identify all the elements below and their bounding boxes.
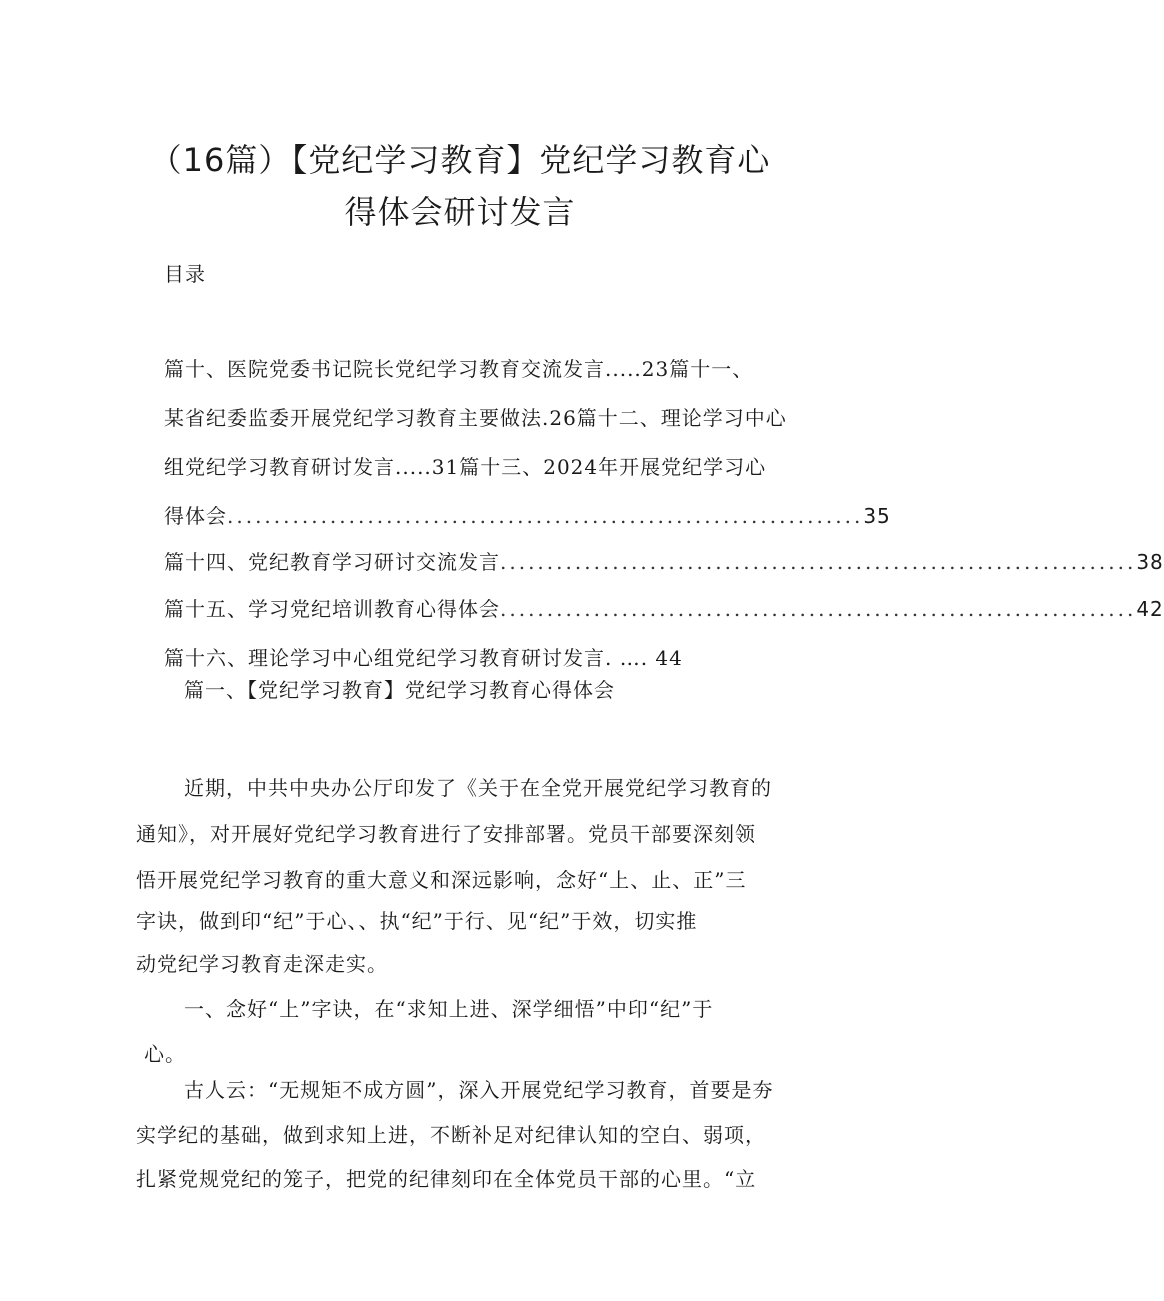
body-line: 通知》，对开展好党纪学习教育进行了安排部署。党员干部要深刻领: [136, 822, 756, 846]
body-line: 悟开展党纪学习教育的重大意义和深远影响，念好“上、止、正”三: [136, 868, 747, 892]
toc-line: 组党纪学习教育研讨发言.....31篇十三、2024年开展党纪学习心: [164, 455, 767, 479]
toc-leader-dots: ....................................................................: [227, 504, 864, 528]
section-title: 篇一、【党纪学习教育】党纪学习教育心得体会: [184, 678, 615, 702]
toc-entry-page: 38: [1136, 550, 1164, 574]
body-line: 心。: [144, 1042, 186, 1066]
toc-entry: [164, 548, 1164, 576]
doc-title-line-2: 得体会研讨发言: [344, 193, 576, 231]
toc-heading: 目录: [164, 262, 206, 286]
toc-entry: [164, 595, 1164, 623]
body-line: 扎紧党规党纪的笼子，把党的纪律刻印在全体党员干部的心里。“立: [136, 1167, 757, 1191]
toc-leader-dots: ....................................................................: [500, 550, 1137, 574]
toc-leader-dots: ....................................................................: [500, 597, 1137, 621]
body-line: 字诀，做到印“纪”于心、、执“纪”于行、见“纪”于效，切实推: [136, 909, 698, 933]
body-line: 动党纪学习教育走深走实。: [136, 952, 388, 976]
body-line: 一、念好“上”字诀，在“求知上进、深学细悟”中印“纪”于: [184, 997, 714, 1021]
toc-entry: [164, 502, 891, 530]
toc-line: 篇十、医院党委书记院长党纪学习教育交流发言.....23篇十一、: [164, 357, 754, 381]
body-line: 实学纪的基础，做到求知上进，不断补足对纪律认知的空白、弱项，: [136, 1123, 766, 1147]
toc-line: 某省纪委监委开展党纪学习教育主要做法.26篇十二、理论学习中心: [164, 406, 787, 430]
toc-entry-label: 篇十五、学习党纪培训教育心得体会: [164, 597, 500, 621]
toc-line: 篇十六、理论学习中心组党纪学习教育研讨发言. …. 44: [164, 646, 683, 670]
body-line: 近期，中共中央办公厅印发了《关于在全党开展党纪学习教育的: [184, 776, 772, 800]
body-line: 古人云：“无规矩不成方圆”，深入开展党纪学习教育，首要是夯: [184, 1078, 774, 1102]
toc-entry-label: 篇十四、党纪教育学习研讨交流发言: [164, 550, 500, 574]
toc-entry-page: 42: [1136, 597, 1164, 621]
doc-title-line-1: （16篇）【党纪学习教育】党纪学习教育心: [149, 141, 771, 179]
toc-entry-label: 得体会: [164, 504, 227, 528]
toc-entry-page: 35: [863, 504, 891, 528]
